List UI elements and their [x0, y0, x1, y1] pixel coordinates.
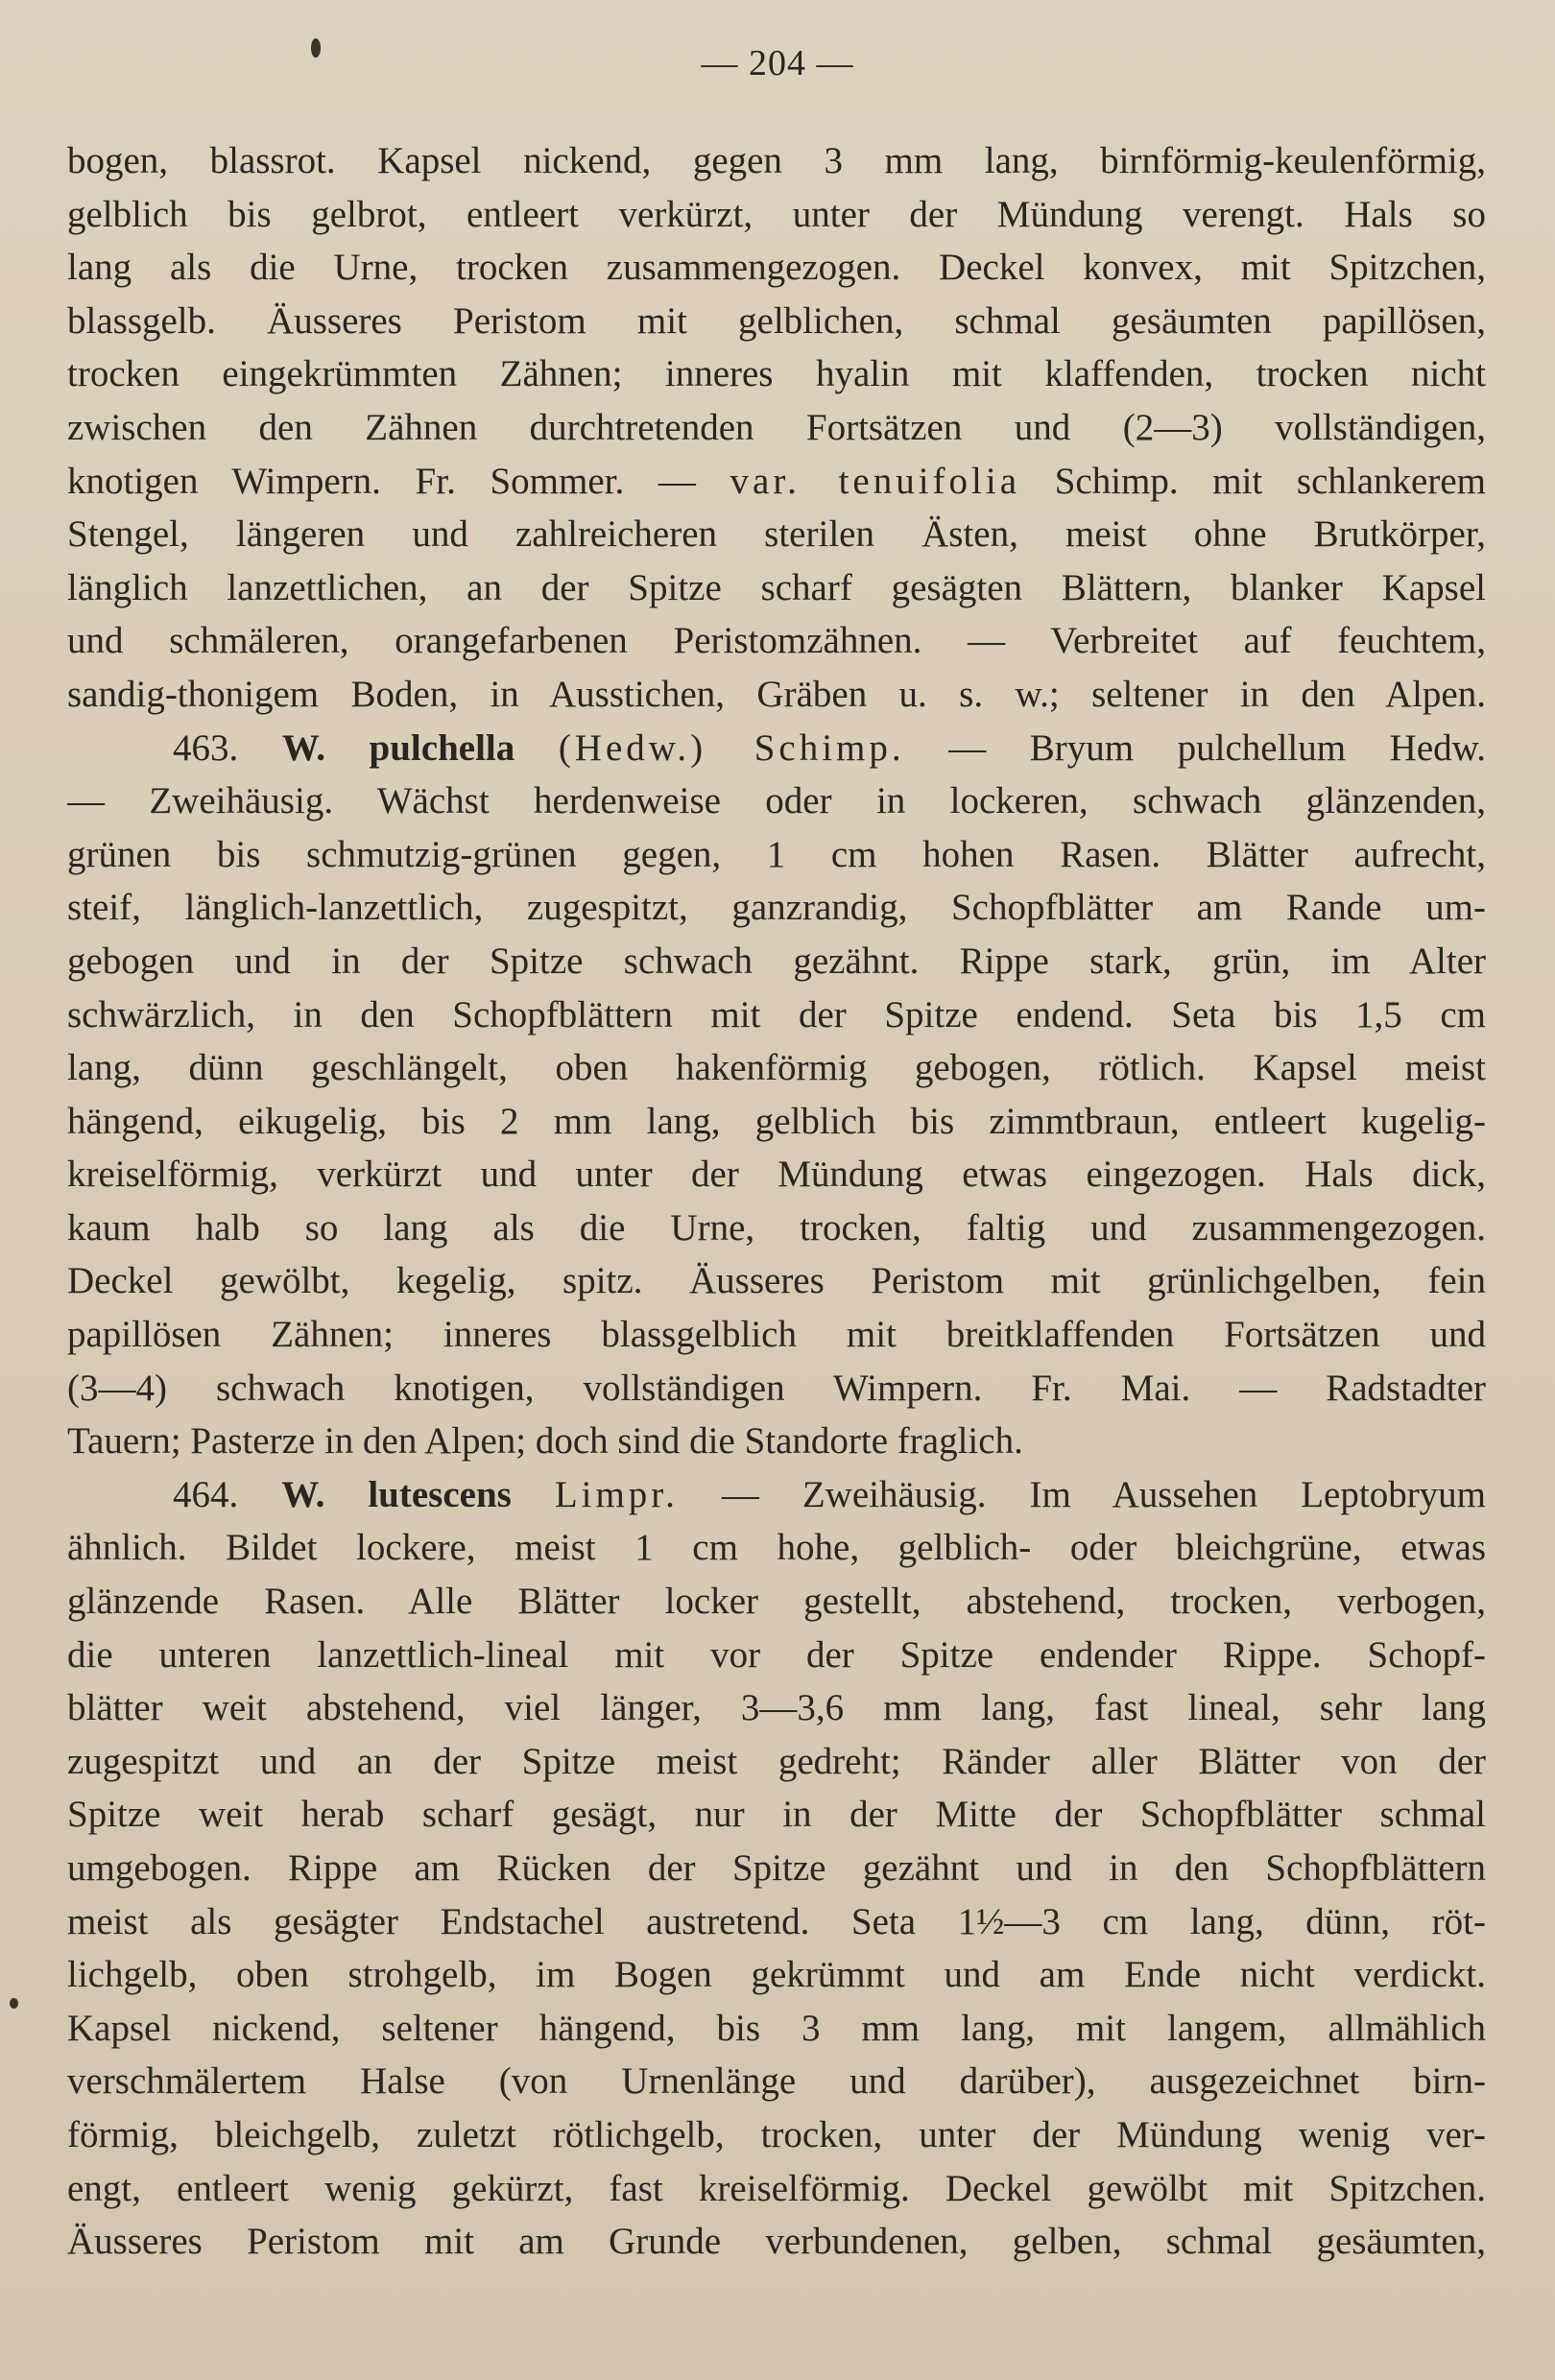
- text-line: blätter weit abstehend, viel länger, 3—3,6 mm lang, fast lineal, sehr lang: [67, 1687, 1486, 1729]
- species-number: 463.: [173, 726, 239, 769]
- text-line: Tauern; Pasterze in den Alpen; doch sind die Standorte fraglich.: [67, 1420, 1023, 1463]
- species-author: Limpr.: [554, 1473, 679, 1515]
- text-line: grünen bis schmutzig-grünen gegen, 1 cm hohen Rasen. Blätter aufrecht,: [67, 833, 1486, 875]
- text-line: lichgelb, oben strohgelb, im Bogen gekrümmt und am Ende nicht verdickt.: [67, 1954, 1486, 1996]
- text-line: sandig-thonigem Boden, in Ausstichen, Gräben u. s. w.; seltener in den Alpen.: [67, 673, 1486, 715]
- text-line: — Zweihäusig. Wächst herdenweise oder in lockeren, schwach glänzenden,: [67, 780, 1486, 822]
- ink-smudge-left: [10, 1998, 18, 2009]
- species-author: (Hedw.) Schimp.: [558, 726, 905, 769]
- text-line: Kapsel nickend, seltener hängend, bis 3 mm lang, mit langem, allmählich: [67, 2007, 1486, 2049]
- variety-name: var. tenuifolia: [730, 460, 1021, 502]
- text-line: gelblich bis gelbrot, entleert verkürzt, unter der Mündung verengt. Hals so: [67, 193, 1486, 235]
- text-fragment: — Bryum pulchellum Hedw.: [948, 726, 1486, 769]
- text-line: Spitze weit herab scharf gesägt, nur in der Mitte der Schopfblätter schmal: [67, 1794, 1486, 1836]
- text-line: und schmäleren, orangefarbenen Peristomzähnen. — Verbreitet auf feuchtem,: [67, 620, 1486, 662]
- text-line: kaum halb so lang als die Urne, trocken, faltig und zusammengezogen.: [67, 1206, 1486, 1249]
- text-fragment: Schimp. mit schlankerem: [1054, 460, 1486, 502]
- text-line: zugespitzt und an der Spitze meist gedreht; Ränder aller Blätter von der: [67, 1740, 1486, 1782]
- species-entry-heading: [67, 1468, 1486, 1522]
- body-text: [67, 134, 1486, 2269]
- text-line: lang als die Urne, trocken zusammengezogen. Deckel konvex, mit Spitzchen,: [67, 247, 1486, 289]
- text-fragment: — Zweihäusig. Im Aussehen Leptobryum: [721, 1473, 1486, 1515]
- text-line: engt, entleert wenig gekürzt, fast kreiselförmig. Deckel gewölbt mit Spitzchen.: [67, 2167, 1486, 2209]
- text-line: [67, 455, 1486, 509]
- text-line: zwischen den Zähnen durchtretenden Fortsätzen und (2—3) vollständigen,: [67, 406, 1486, 448]
- text-line: steif, länglich-lanzettlich, zugespitzt, ganzrandig, Schopfblätter am Rande um-: [67, 887, 1486, 929]
- text-line: förmig, bleichgelb, zuletzt rötlichgelb, trocken, unter der Mündung wenig ver-: [67, 2113, 1486, 2155]
- text-line: hängend, eikugelig, bis 2 mm lang, gelblich bis zimmtbraun, entleert kugelig-: [67, 1100, 1486, 1142]
- species-number: 464.: [173, 1473, 239, 1515]
- text-line: umgebogen. Rippe am Rücken der Spitze gezähnt und in den Schopfblättern: [67, 1847, 1486, 1889]
- text-line: meist als gesägter Endstachel austretend. Seta 1½—3 cm lang, dünn, röt-: [67, 1900, 1486, 1942]
- species-name: W. pulchella: [281, 726, 515, 769]
- text-line: ähnlich. Bildet lockere, meist 1 cm hohe, gelblich- oder bleichgrüne, etwas: [67, 1527, 1486, 1569]
- text-line: Stengel, längeren und zahlreicheren sterilen Ästen, meist ohne Brutkörper,: [67, 513, 1486, 556]
- text-line: schwärzlich, in den Schopfblättern mit der Spitze endend. Seta bis 1,5 cm: [67, 993, 1486, 1035]
- text-line: gebogen und in der Spitze schwach gezähnt. Rippe stark, grün, im Alter: [67, 940, 1486, 982]
- text-line: kreiselförmig, verkürzt und unter der Mündung etwas eingezogen. Hals dick,: [67, 1154, 1486, 1196]
- text-line: verschmälertem Halse (von Urnenlänge und darüber), ausgezeichnet birn-: [67, 2060, 1486, 2103]
- species-name: W. lutescens: [281, 1473, 512, 1515]
- text-line: blassgelb. Äusseres Peristom mit gelblichen, schmal gesäumten papillösen,: [67, 299, 1486, 342]
- text-line: lang, dünn geschlängelt, oben hakenförmig gebogen, rötlich. Kapsel meist: [67, 1047, 1486, 1089]
- text-line: (3—4) schwach knotigen, vollständigen Wimpern. Fr. Mai. — Radstadter: [67, 1367, 1486, 1409]
- species-entry-heading: [67, 722, 1486, 775]
- text-line: trocken eingekrümmten Zähnen; inneres hyalin mit klaffenden, trocken nicht: [67, 353, 1486, 395]
- text-line: länglich lanzettlichen, an der Spitze scharf gesägten Blättern, blanker Kapsel: [67, 566, 1486, 608]
- text-line: papillösen Zähnen; inneres blassgelblich mit breitklaffenden Fortsätzen und: [67, 1314, 1486, 1356]
- page-number: — 204 —: [701, 43, 854, 83]
- text-line: glänzende Rasen. Alle Blätter locker gestellt, abstehend, trocken, verbogen,: [67, 1581, 1486, 1623]
- text-line: die unteren lanzettlich-lineal mit vor der Spitze endender Rippe. Schopf-: [67, 1633, 1486, 1676]
- text-fragment: knotigen Wimpern. Fr. Sommer. —: [67, 460, 696, 502]
- text-line: bogen, blassrot. Kapsel nickend, gegen 3 mm lang, birnförmig-keulenförmig,: [67, 140, 1486, 181]
- text-line: Deckel gewölbt, kegelig, spitz. Äusseres Peristom mit grünlichgelben, fein: [67, 1260, 1486, 1302]
- text-line: Äusseres Peristom mit am Grunde verbundenen, gelben, schmal gesäumten,: [67, 2221, 1486, 2263]
